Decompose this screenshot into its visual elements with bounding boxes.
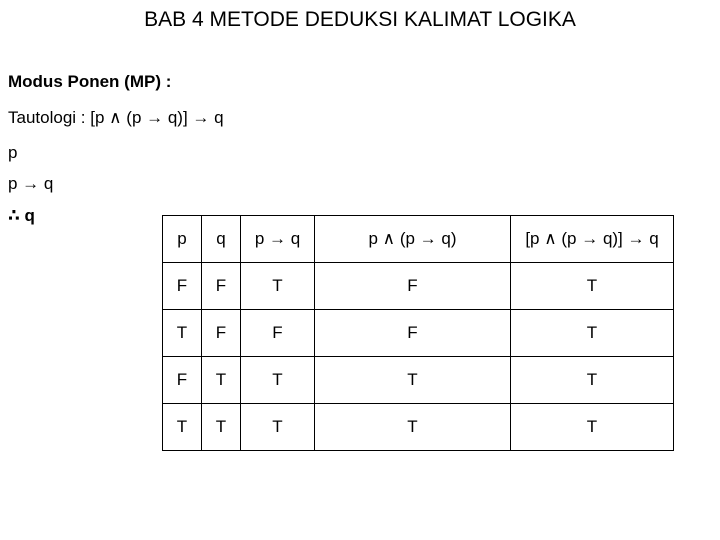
table-cell: F	[241, 310, 315, 357]
header-p-and-p-implies-q: p ∧ (p → q)	[315, 216, 511, 263]
truth-table	[162, 215, 674, 451]
table-cell: T	[202, 404, 241, 451]
table-row	[163, 310, 674, 357]
conclusion: ∴ q	[8, 206, 35, 225]
table-cell: T	[241, 404, 315, 451]
tautology-formula: Tautologi : [p ∧ (p → q)] → q	[8, 108, 224, 127]
table-cell: T	[511, 263, 674, 310]
table-row	[163, 263, 674, 310]
table-cell: F	[163, 263, 202, 310]
premise-2: p → q	[8, 174, 54, 193]
table-cell: F	[163, 357, 202, 404]
header-p: p	[163, 216, 202, 263]
premise-1: p	[8, 143, 18, 162]
table-cell: F	[315, 263, 511, 310]
table-cell: T	[511, 357, 674, 404]
table-cell: T	[241, 263, 315, 310]
table-cell: F	[315, 310, 511, 357]
table-row	[163, 357, 674, 404]
table-cell: T	[315, 404, 511, 451]
truth-table-header-row	[163, 216, 674, 263]
table-cell: T	[315, 357, 511, 404]
table-row	[163, 404, 674, 451]
table-cell: F	[202, 263, 241, 310]
section-heading: Modus Ponen (MP) :	[8, 72, 172, 91]
slide-title: BAB 4 METODE DEDUKSI KALIMAT LOGIKA	[144, 8, 576, 31]
table-cell: T	[241, 357, 315, 404]
table-cell: F	[202, 310, 241, 357]
table-cell: T	[163, 310, 202, 357]
header-p-implies-q: p → q	[241, 216, 315, 263]
header-tautology: [p ∧ (p → q)] → q	[511, 216, 674, 263]
header-q: q	[202, 216, 241, 263]
table-cell: T	[202, 357, 241, 404]
table-cell: T	[511, 404, 674, 451]
table-cell: T	[163, 404, 202, 451]
table-cell: T	[511, 310, 674, 357]
